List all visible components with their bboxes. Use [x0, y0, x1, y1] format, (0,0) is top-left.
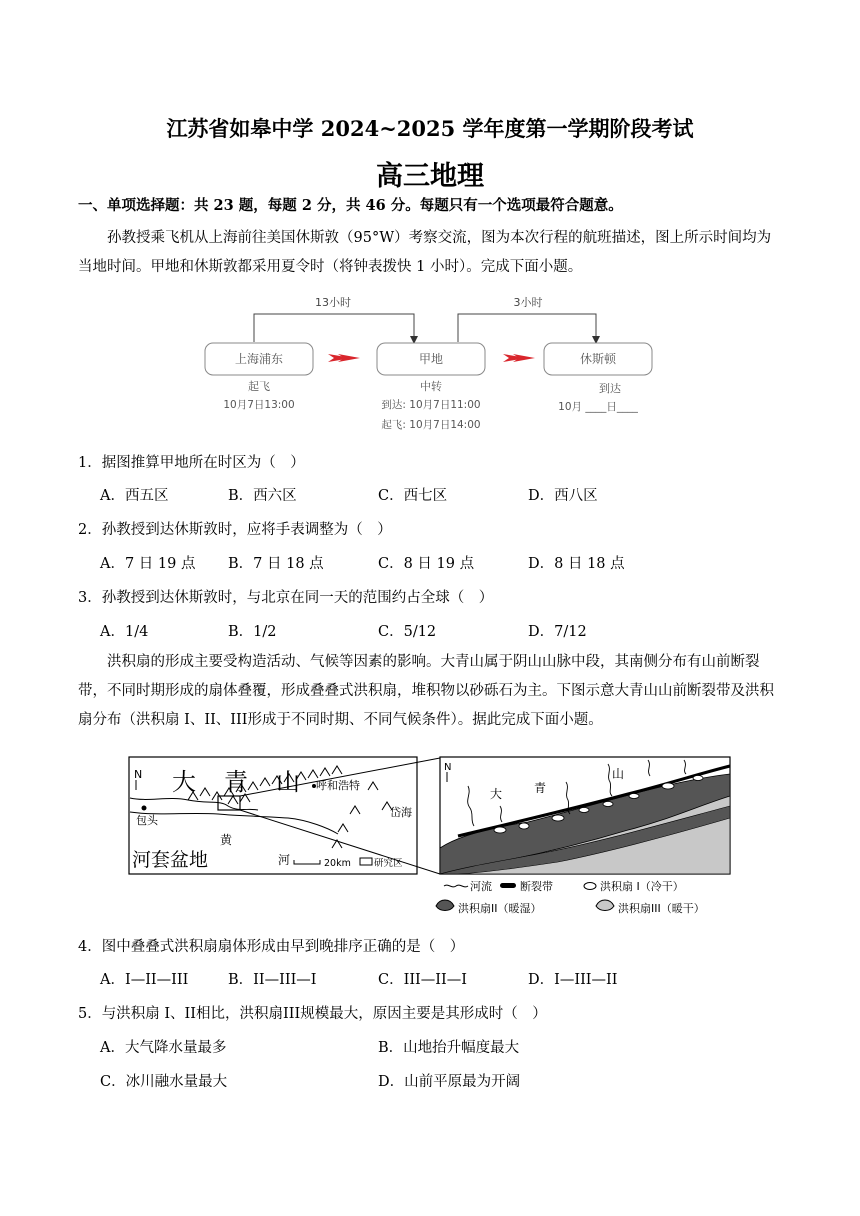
question-1: 1．据图推算甲地所在时区为（ ） [78, 455, 305, 471]
right-shan-label: 山 [612, 767, 625, 781]
basin-label: 河套盆地 [132, 849, 209, 871]
origin-name: 上海浦东 [234, 352, 284, 366]
section-heading: 一、单项选择题：共 23 题，每题 2 分，共 46 分。每题只有一个选项最符合题意。 [78, 197, 623, 214]
leg1-line [254, 314, 414, 342]
river-label: 河 [278, 853, 291, 867]
destination-name: 休斯顿 [579, 352, 617, 366]
q1-option-a[interactable]: A．西五区 [100, 488, 169, 504]
q4-option-c[interactable]: C．III—II—I [378, 972, 467, 988]
q5-option-b[interactable]: B．山地抬升幅度最大 [378, 1040, 520, 1056]
q1-option-d[interactable]: D．西八区 [528, 488, 598, 504]
scale-label: 20km [324, 858, 351, 869]
north-arrow-icon: N [134, 768, 143, 781]
transfer-name: 甲地 [418, 352, 444, 366]
question-5: 5．与洪积扇 I、II相比，洪积扇III规模最大，原因主要是其形成时（ ） [78, 1006, 547, 1022]
q3-option-c[interactable]: C．5/12 [378, 624, 437, 640]
q5-option-a[interactable]: A．大气降水量最多 [100, 1040, 227, 1056]
passage-flight: 孙教授乘飞机从上海前往美国休斯敦（95°W）考察交流，图为本次行程的航班描述，图上所示时间均为当地时间。甲地和休斯敦都采用夏令时（将钟表拨快 1 小时）。完成下面小题。 [78, 230, 772, 275]
q1-option-c[interactable]: C．西七区 [378, 488, 448, 504]
baotou-label: 包头 [136, 814, 158, 827]
map-legend [436, 879, 705, 915]
question-2: 2．孙教授到达休斯敦时，应将手表调整为（ ） [78, 522, 392, 538]
q5-option-d[interactable]: D．山前平原最为开阔 [378, 1074, 521, 1090]
plane-arrow-icon [503, 354, 535, 362]
legend-fault: 断裂带 [520, 880, 553, 893]
q3-option-d[interactable]: D．7/12 [528, 624, 587, 640]
right-da-label: 大 [490, 787, 503, 801]
depart-time: 10月7日13:00 [223, 399, 295, 411]
exam-title: 江苏省如皋中学 2024~2025 学年度第一学期阶段考试 [166, 116, 694, 141]
legend-fan2: 洪积扇II（暖湿） [458, 902, 542, 915]
transfer-depart: 起飞: 10月7日14:00 [381, 419, 481, 431]
q4-option-b[interactable]: B．II—III—I [228, 972, 317, 988]
q3-option-b[interactable]: B．1/2 [228, 624, 277, 640]
q2-option-a[interactable]: A．7 日 19 点 [100, 556, 196, 572]
legend-fan1: 洪积扇 I（冷干） [600, 880, 684, 893]
q2-option-c[interactable]: C．8 日 19 点 [378, 556, 475, 572]
transfer-arrive: 到达: 10月7日11:00 [381, 399, 481, 411]
q4-option-a[interactable]: A．I—II—III [100, 972, 189, 988]
daihai-label: 岱海 [390, 806, 412, 819]
leg1-duration: 13小时 [315, 296, 351, 309]
yellow-label: 黄 [220, 833, 233, 847]
study-area-label: 研究区 [374, 858, 403, 869]
north-arrow-icon-2: N [444, 762, 452, 773]
passage-alluvial-fan: 洪积扇的形成主要受构造活动、气候等因素的影响。大青山属于阴山山脉中段，其南侧分布有山前断裂带，不同时期形成的扇体叠覆，形成叠叠式洪积扇，堆积物以砂砾石为主。下图示意大青山山前断裂带及洪积扇分布（洪积扇 I、II、III形成于不同时期、不同气候条件）。据此完成下面小题。 [78, 654, 774, 728]
arrive-label: 到达 [599, 382, 621, 395]
alluvial-fan-map [128, 756, 732, 918]
q2-option-b[interactable]: B．7 日 18 点 [228, 556, 324, 572]
leg2-line [458, 314, 596, 342]
q2-option-d[interactable]: D．8 日 18 点 [528, 556, 625, 572]
q1-option-b[interactable]: B．西六区 [228, 488, 297, 504]
legend-river: 河流 [470, 880, 492, 893]
range-name: 大 青 山 [172, 768, 302, 796]
q5-option-c[interactable]: C．冰川融水量最大 [100, 1074, 228, 1090]
arrive-time: 10月 ____日____ [558, 401, 638, 413]
flight-diagram [200, 292, 660, 434]
leg2-duration: 3小时 [513, 296, 543, 309]
question-4: 4．图中叠叠式洪积扇扇体形成由早到晚排序正确的是（ ） [78, 939, 465, 955]
depart-label: 起飞 [248, 380, 270, 393]
q3-option-a[interactable]: A．1/4 [100, 624, 149, 640]
hohhot-label: 呼和浩特 [316, 779, 360, 792]
q4-option-d[interactable]: D．I—III—II [528, 972, 618, 988]
transfer-label: 中转 [420, 380, 442, 393]
right-qing-label: 青 [534, 781, 547, 795]
legend-fan3: 洪积扇III（暖干） [618, 902, 705, 915]
plane-arrow-icon [328, 354, 360, 362]
question-3: 3．孙教授到达休斯敦时，与北京在同一天的范围约占全球（ ） [78, 590, 494, 606]
subject-title: 高三地理 [376, 161, 484, 192]
